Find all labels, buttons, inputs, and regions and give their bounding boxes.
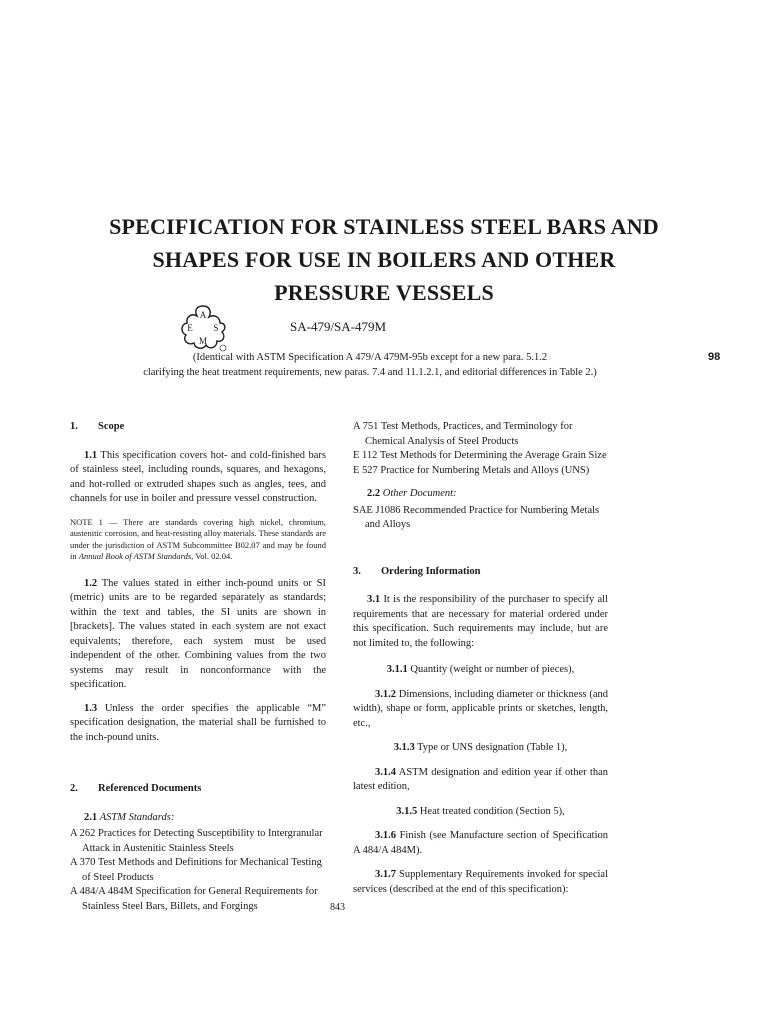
reference-item: A 370 Test Methods and Definitions for Mechanical Testing of Steel Products bbox=[70, 857, 322, 883]
subsection-2-2 bbox=[353, 487, 608, 502]
para-number: 2.2 bbox=[367, 488, 381, 499]
reference-item: A 751 Test Methods, Practices, and Terminology for Chemical Analysis of Steel Products bbox=[353, 421, 573, 447]
para-number: 3.1.7 bbox=[375, 869, 396, 880]
para-number: 3.1.3 bbox=[393, 742, 415, 753]
requirement-3-1-2 bbox=[353, 688, 608, 732]
para-text: Type or UNS designation (Table 1), bbox=[417, 742, 568, 753]
requirement-3-1-6 bbox=[353, 829, 608, 858]
identical-line: clarifying the heat treatment requirements, new paras. 7.4 and 11.1.2.1, and editorial differences in Table 2.) bbox=[143, 367, 597, 378]
para-number: 3.1.4 bbox=[375, 766, 396, 778]
para-text: It is the responsibility of the purchaser to specify all requirements that are necessary for material ordered under this specification. Such requirements may include, but are not limited to, the following: bbox=[353, 594, 608, 649]
title-line: SPECIFICATION FOR STAINLESS STEEL BARS AND bbox=[109, 214, 659, 239]
reference-item: E 112 Test Methods for Determining the Average Grain Size bbox=[353, 450, 607, 461]
para-text: Heat treated condition (Section 5), bbox=[419, 805, 565, 817]
section-heading-scope bbox=[70, 420, 326, 435]
reference-item: E 527 Practice for Numbering Metals and Alloys (UNS) bbox=[353, 464, 590, 476]
subsection-2-1 bbox=[70, 811, 326, 826]
para-number: 1.1 bbox=[84, 449, 98, 461]
para-number: 3.1.2 bbox=[375, 688, 396, 700]
note-italic: Annual Book of ASTM Standards, bbox=[78, 551, 194, 561]
note-text-end: Vol. 02.04. bbox=[195, 551, 233, 561]
logo-letter: E bbox=[187, 323, 193, 333]
reference-item: A 262 Practices for Detecting Susceptibility to Intergranular Attack in Austenitic Stainless Steels bbox=[70, 828, 323, 854]
para-text: Unless the order specifies the applicable “M” specification designation, the material shall be furnished to the inch-pound units. bbox=[70, 702, 327, 743]
section-heading-referenced-documents bbox=[70, 782, 326, 797]
paragraph-1-2 bbox=[70, 577, 326, 693]
title-line: SHAPES FOR USE IN BOILERS AND OTHER bbox=[152, 247, 616, 272]
para-text: The values stated in either inch-pound units or SI (metric) units are to be regarded separately as standards; within the text and tables, the SI units are shown in [brackets]. The values stated in each system are not exact equivalents; therefore, each system must be used independent of the other. Combining values from the two systems may result in nonconformance with the specification. bbox=[70, 577, 326, 690]
para-number: 1.3 bbox=[84, 702, 98, 714]
paragraph-1-1 bbox=[70, 449, 326, 507]
requirement-3-1-3 bbox=[353, 741, 608, 756]
identical-with-note bbox=[60, 350, 680, 380]
para-number: 3.1.5 bbox=[396, 805, 418, 817]
asme-logo-icon bbox=[178, 303, 228, 353]
requirement-3-1-5 bbox=[353, 805, 608, 820]
para-number: 3.1 bbox=[367, 594, 381, 605]
para-text: Finish (see Manufacture section of Specification A 484/A 484M). bbox=[353, 830, 609, 856]
para-number: 3.1.1 bbox=[386, 664, 408, 675]
logo-letter: M bbox=[198, 336, 208, 346]
para-number: 3.1.6 bbox=[375, 830, 396, 841]
section-number: 2. bbox=[70, 783, 78, 794]
para-text: This specification covers hot- and cold-finished bars of stainless steel, including rounds, squares, and hexagons, and hot-rolled or extruded shapes such as angles, tees, and channels for use in boiler and pressure vessel construction. bbox=[70, 449, 326, 504]
reference-item: SAE J1086 Recommended Practice for Numbering Metals and Alloys bbox=[353, 504, 600, 530]
requirement-3-1-1 bbox=[353, 663, 608, 678]
section-title: Referenced Documents bbox=[98, 783, 202, 794]
section-heading-ordering-information bbox=[353, 565, 608, 580]
subsection-title: ASTM Standards: bbox=[99, 811, 175, 823]
section-number: 1. bbox=[70, 421, 78, 432]
page-number: 843 bbox=[330, 902, 345, 913]
subsection-title: Other Document: bbox=[382, 488, 457, 499]
requirement-3-1-4 bbox=[353, 766, 608, 795]
section-number: 3. bbox=[353, 565, 361, 577]
para-text: Quantity (weight or number of pieces), bbox=[410, 664, 575, 675]
para-number: 2.1 bbox=[84, 811, 98, 823]
right-column bbox=[353, 420, 608, 907]
specification-designation: SA-479/SA-479M bbox=[290, 319, 387, 334]
para-text: Dimensions, including diameter or thickness (and width), shape or form, applicable prints or sketches, length, etc., bbox=[353, 688, 609, 729]
para-text: Supplementary Requirements invoked for special services (described at the end of this specification): bbox=[353, 869, 608, 895]
requirement-3-1-7 bbox=[353, 868, 608, 897]
note-text: NOTE 1 — There are standards covering high nickel, chromium, austenitic corrosion, and heat-resisting alloy materials. These standards are under the jurisdiction of ASTM Subcommittee B02.07 and may be found in bbox=[70, 516, 326, 561]
left-column bbox=[70, 420, 326, 914]
document-title bbox=[40, 210, 728, 309]
section-title: Ordering Information bbox=[381, 565, 481, 577]
paragraph-3-1 bbox=[353, 593, 608, 651]
note-1 bbox=[70, 517, 326, 563]
margin-revision-note: 98 bbox=[708, 351, 721, 363]
title-line: PRESSURE VESSELS bbox=[274, 280, 494, 305]
paragraph-1-3 bbox=[70, 702, 326, 746]
logo-letter: A bbox=[199, 310, 207, 320]
para-text: ASTM designation and edition year if other than latest edition, bbox=[353, 766, 609, 792]
logo-letter: S bbox=[213, 323, 219, 333]
identical-line: (Identical with ASTM Specification A 479/A 479M-95b except for a new para. 5.1.2 bbox=[192, 352, 548, 363]
section-title: Scope bbox=[98, 421, 125, 432]
para-number: 1.2 bbox=[84, 577, 98, 589]
reference-item: A 484/A 484M Specification for General Requirements for Stainless Steel Bars, Billets, and Forgings bbox=[70, 886, 318, 912]
